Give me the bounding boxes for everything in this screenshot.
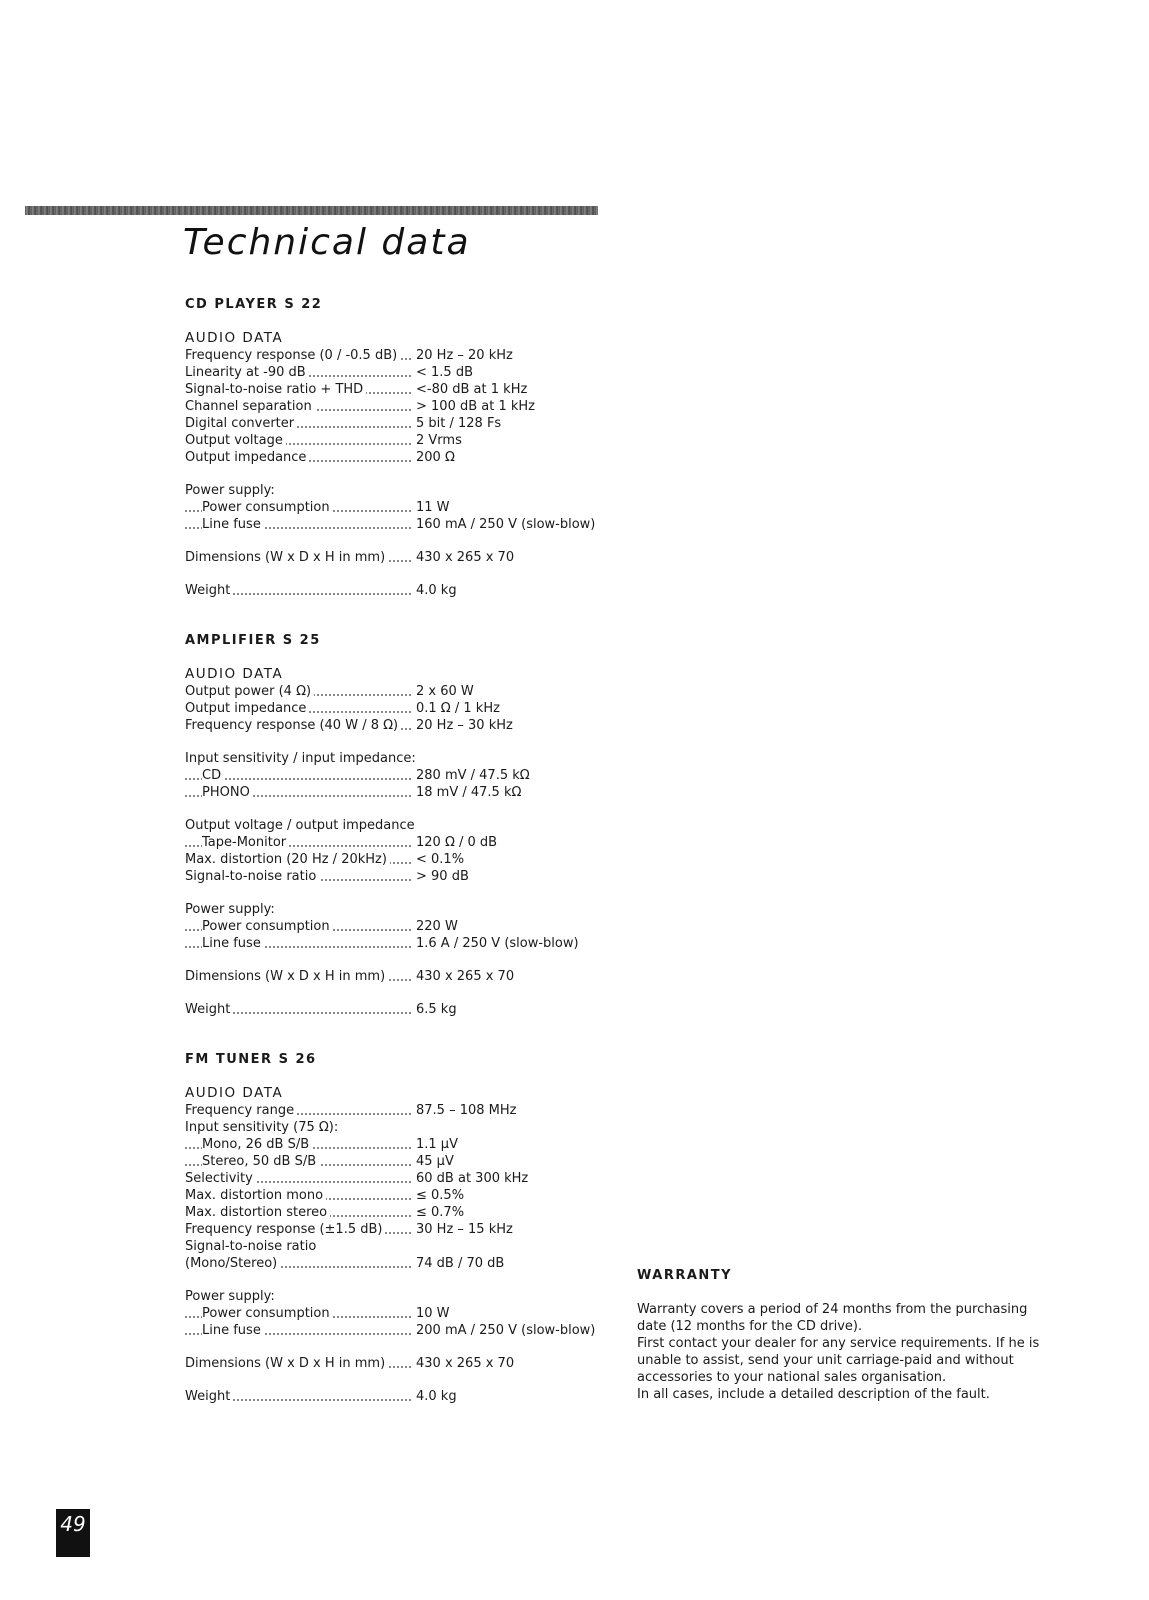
decorative-header-bar [25, 206, 598, 215]
spec-label: Signal-to-noise ratio [185, 869, 319, 884]
section-title: AMPLIFIER S 25 [185, 633, 321, 648]
spec-row: Input sensitivity (75 Ω): [185, 1120, 339, 1135]
spec-label: Line fuse [202, 1323, 264, 1338]
spec-value: 4.0 kg [413, 1388, 457, 1405]
spec-value: 60 dB at 300 kHz [413, 1170, 528, 1187]
spec-row [185, 784, 615, 801]
spec-value: < 1.5 dB [413, 364, 473, 381]
spec-label: Weight [185, 583, 233, 598]
spec-value: 160 mA / 250 V (slow-blow) [413, 516, 595, 533]
spec-value: 20 Hz – 20 kHz [413, 347, 513, 364]
spec-label: Output impedance [185, 450, 309, 465]
spec-value: 11 W [413, 499, 450, 516]
power-supply-label: Power supply: [185, 902, 275, 917]
spec-row [185, 432, 615, 449]
spec-value: 430 x 265 x 70 [413, 1355, 514, 1372]
warranty-text: Warranty covers a period of 24 months from the purchasing date (12 months for the CD drive). [637, 1302, 1028, 1334]
spec-label: Selectivity [185, 1171, 256, 1186]
spec-value: 87.5 – 108 MHz [413, 1102, 516, 1119]
spec-value: ≤ 0.7% [413, 1204, 464, 1221]
spec-value: <-80 dB at 1 kHz [413, 381, 527, 398]
spec-value: 6.5 kg [413, 1001, 457, 1018]
spec-row [185, 834, 615, 851]
spec-row [185, 1204, 615, 1221]
spec-label: (Mono/Stereo) [185, 1256, 280, 1271]
spec-label: Dimensions (W x D x H in mm) [185, 969, 388, 984]
spec-label: Line fuse [202, 936, 264, 951]
dimensions-row [185, 968, 615, 985]
spec-label: Stereo, 50 dB S/B [202, 1154, 319, 1169]
spec-row [185, 1187, 615, 1204]
spec-row [185, 1221, 615, 1238]
spec-row [185, 868, 615, 885]
spec-value: 5 bit / 128 Fs [413, 415, 501, 432]
spec-row [185, 767, 615, 784]
spec-value: 1.1 µV [413, 1136, 458, 1153]
spec-row [185, 1170, 615, 1187]
spec-label: Max. distortion mono [185, 1188, 326, 1203]
spec-value: > 100 dB at 1 kHz [413, 398, 535, 415]
spec-label: Linearity at -90 dB [185, 365, 309, 380]
section-subtitle: AUDIO DATA [185, 1085, 284, 1101]
spec-value: 20 Hz – 30 kHz [413, 717, 513, 734]
spec-row [185, 516, 615, 533]
spec-label: Weight [185, 1002, 233, 1017]
spec-row [185, 683, 615, 700]
spec-value: 2 x 60 W [413, 683, 474, 700]
spec-label: Dimensions (W x D x H in mm) [185, 1356, 388, 1371]
spec-label: Frequency response (±1.5 dB) [185, 1222, 385, 1237]
spec-row [185, 381, 615, 398]
section-title: CD PLAYER S 22 [185, 297, 323, 312]
spec-value: 18 mV / 47.5 kΩ [413, 784, 521, 801]
section-fm-tuner [185, 1051, 615, 1405]
spec-label: Power consumption [202, 919, 333, 934]
spec-row [185, 1153, 615, 1170]
spec-value: 2 Vrms [413, 432, 462, 449]
spec-label: Power consumption [202, 1306, 333, 1321]
spec-row [185, 499, 615, 516]
page-title: Technical data [183, 222, 471, 263]
spec-row [185, 717, 615, 734]
spec-row [185, 851, 615, 868]
spec-label: Output power (4 Ω) [185, 684, 314, 699]
dimensions-row [185, 1355, 615, 1372]
power-supply-label: Power supply: [185, 1289, 275, 1304]
section-amplifier [185, 632, 615, 1018]
spec-value: 30 Hz – 15 kHz [413, 1221, 513, 1238]
spec-value: 120 Ω / 0 dB [413, 834, 497, 851]
spec-value: 74 dB / 70 dB [413, 1255, 504, 1272]
input-sensitivity-label: Input sensitivity / input impedance: [185, 751, 416, 766]
spec-row [185, 449, 615, 466]
spec-value: 430 x 265 x 70 [413, 549, 514, 566]
spec-value: 200 Ω [413, 449, 455, 466]
spec-value: 280 mV / 47.5 kΩ [413, 767, 530, 784]
specs-column [185, 296, 615, 1405]
spec-value: 45 µV [413, 1153, 454, 1170]
spec-value: 1.6 A / 250 V (slow-blow) [413, 935, 579, 952]
spec-row [185, 415, 615, 432]
page-number: 49 [56, 1509, 90, 1557]
warranty-text: First contact your dealer for any service requirements. If he is unable to assist, send your unit carriage-paid and without accessories to your national sales organisation. [637, 1336, 1040, 1385]
warranty-title: WARRANTY [637, 1268, 733, 1283]
spec-label: Signal-to-noise ratio + THD [185, 382, 366, 397]
spec-label: Tape-Monitor [202, 835, 289, 850]
spec-row [185, 347, 615, 364]
spec-value: 4.0 kg [413, 582, 457, 599]
spec-label: Frequency response (40 W / 8 Ω) [185, 718, 401, 733]
spec-label: Output impedance [185, 701, 309, 716]
spec-label: Channel separation [185, 399, 315, 414]
spec-value: 220 W [413, 918, 458, 935]
spec-row [185, 398, 615, 415]
spec-label: Dimensions (W x D x H in mm) [185, 550, 388, 565]
spec-label: Power consumption [202, 500, 333, 515]
spec-label: Weight [185, 1389, 233, 1404]
weight-row [185, 1001, 615, 1018]
warranty-block [637, 1267, 1057, 1403]
spec-value: < 0.1% [413, 851, 464, 868]
spec-value: 430 x 265 x 70 [413, 968, 514, 985]
weight-row [185, 1388, 615, 1405]
spec-label: Digital converter [185, 416, 297, 431]
spec-label: Mono, 26 dB S/B [202, 1137, 312, 1152]
spec-row [185, 700, 615, 717]
spec-row [185, 1136, 615, 1153]
spec-row [185, 918, 615, 935]
spec-label: Line fuse [202, 517, 264, 532]
section-cd-player [185, 296, 615, 599]
spec-label: Frequency response (0 / -0.5 dB) [185, 348, 400, 363]
section-title: FM TUNER S 26 [185, 1052, 317, 1067]
spec-row [185, 364, 615, 381]
spec-row [185, 1322, 615, 1339]
spec-row [185, 1102, 615, 1119]
dimensions-row [185, 549, 615, 566]
output-voltage-label: Output voltage / output impedance [185, 818, 415, 833]
spec-row: Signal-to-noise ratio [185, 1239, 317, 1254]
spec-label: PHONO [202, 785, 253, 800]
spec-label: Max. distortion stereo [185, 1205, 330, 1220]
warranty-text: In all cases, include a detailed description of the fault. [637, 1387, 990, 1402]
spec-value: ≤ 0.5% [413, 1187, 464, 1204]
spec-value: 10 W [413, 1305, 450, 1322]
spec-value: > 90 dB [413, 868, 469, 885]
spec-row [185, 935, 615, 952]
section-subtitle: AUDIO DATA [185, 330, 284, 346]
spec-row [185, 1305, 615, 1322]
power-supply-label: Power supply: [185, 483, 275, 498]
spec-row [185, 1255, 615, 1272]
spec-label: Output voltage [185, 433, 286, 448]
section-subtitle: AUDIO DATA [185, 666, 284, 682]
weight-row [185, 582, 615, 599]
spec-label: Frequency range [185, 1103, 297, 1118]
spec-label: CD [202, 768, 224, 783]
spec-value: 200 mA / 250 V (slow-blow) [413, 1322, 595, 1339]
spec-value: 0.1 Ω / 1 kHz [413, 700, 500, 717]
spec-label: Max. distortion (20 Hz / 20kHz) [185, 852, 390, 867]
